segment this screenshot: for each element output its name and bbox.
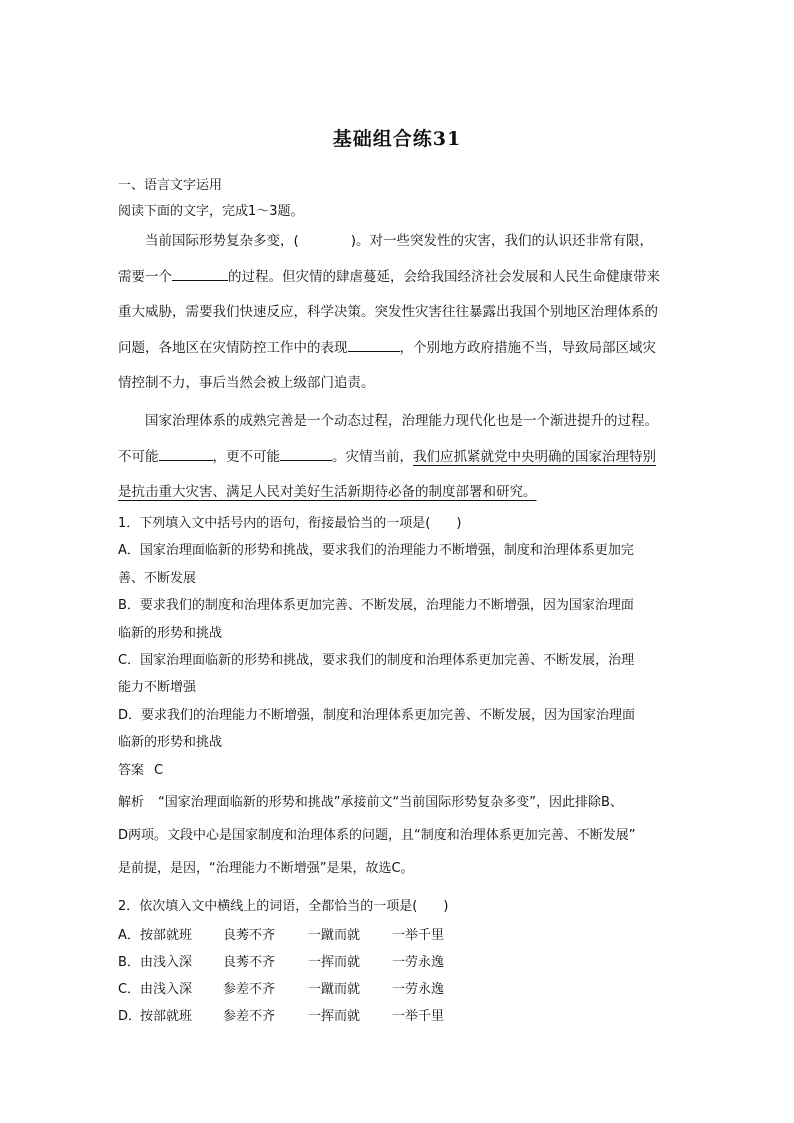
passage-line: 问题，各地区在灾情防控工作中的表现 ，个别地方政府措施不当，导致局部区域灾 bbox=[118, 339, 656, 356]
option-b: B．要求我们的制度和治理体系更加完善、不断发展，治理能力不断增强，因为国家治理面 bbox=[118, 598, 634, 614]
option-c-cont: 能力不断增强 bbox=[118, 680, 197, 696]
passage-line: 重大威胁，需要我们快速反应，科学决策。突发性灾害往往暴露出我国个别地区治理体系的 bbox=[118, 304, 658, 320]
fill-blank bbox=[159, 459, 213, 461]
analysis-line: 解析 “国家治理面临新的形势和挑战”承接前文“当前国际形势复杂多变”，因此排除B、 bbox=[118, 795, 623, 810]
option-d-cont: 临新的形势和挑战 bbox=[118, 735, 223, 751]
answer-label: 答案 bbox=[118, 763, 145, 778]
option-b-cont: 临新的形势和挑战 bbox=[118, 625, 223, 641]
passage-line: 需要一个 的过程。但灾情的肆虐蔓延，会给我国经济社会发展和人民生命健康带来 bbox=[118, 268, 660, 285]
underlined-sentence: 是抗击重大灾害、满足人民对美好生活新期待必备的制度部署和研究。 bbox=[118, 484, 537, 500]
passage-line bbox=[118, 475, 678, 511]
answer-line bbox=[118, 759, 163, 778]
page-title: 基础组合练31 bbox=[332, 128, 462, 150]
fill-blank bbox=[348, 350, 400, 352]
underlined-sentence: 我们应抓紧就党中央明确的国家治理特别 bbox=[413, 448, 656, 465]
question-2-stem: 2．依次填入文中横线上的词语，全都恰当的一项是( ) bbox=[118, 899, 449, 914]
passage-paragraph-2 bbox=[118, 404, 678, 511]
fill-blank bbox=[280, 459, 332, 461]
passage-line: 情控制不力，事后当然会被上级部门追责。 bbox=[118, 375, 375, 391]
analysis-line: 是前提，是因，“治理能力不断增强”是果，故选C。 bbox=[118, 861, 414, 876]
passage-paragraph-1 bbox=[118, 224, 678, 402]
option-d: D．要求我们的治理能力不断增强，制度和治理体系更加完善、不断发展，因为国家治理面 bbox=[118, 707, 636, 723]
option-a: A．国家治理面临新的形势和挑战，要求我们的治理能力不断增强，制度和治理体系更加完 bbox=[118, 543, 634, 559]
analysis-block bbox=[118, 786, 678, 885]
answer-value: C bbox=[154, 763, 164, 778]
analysis-line: D两项。文段中心是国家制度和治理体系的问题，且“制度和治理体系更加完善、不断发展” bbox=[118, 828, 636, 843]
analysis-label: 解析 bbox=[118, 795, 145, 810]
reading-instruction: 阅读下面的文字，完成1～3题。 bbox=[118, 204, 304, 219]
option-a-cont: 善、不断发展 bbox=[118, 570, 197, 586]
question-1 bbox=[118, 510, 678, 757]
option-c: C．国家治理面临新的形势和挑战，要求我们的制度和治理体系更加完善、不断发展，治理 bbox=[118, 653, 635, 669]
section-heading: 一、语言文字运用 bbox=[118, 178, 223, 193]
passage-line: 不可能 ，更不可能 。灾情当前，我们应抓紧就党中央明确的国家治理特别 bbox=[118, 448, 656, 465]
passage-line: 国家治理体系的成熟完善是一个动态过程，治理能力现代化也是一个渐进提升的过程。 bbox=[145, 413, 658, 429]
fill-blank bbox=[172, 279, 228, 281]
document-page: 基础组合练31 一、语言文字运用 阅读下面的文字，完成1～3题。 当前国际形势复杂多变，( )。对一些突发性的灾害，我们的认识还非常有限， 需要一个 的过程。但灾情的肆虐蔓延，会给我国经济社会发展和人民生命健康带来 重大威胁，需要我们快速反应，科学决策。突发性灾害往往暴露出我国个别地区治理体系的 问题，各地区在灾情防控工作中的表现 ，个别地方政府措施不当，导致局部区域灾 情控制不力，事后当然会被上级部门追责。 国家治理体系的成熟完善是一个动态过程，治理能力现代化也是一个渐进提升的过程。 不可能 ，更不可能 。灾情当前，我们应抓紧就党中央明确的国家治理特别 是抗击重大灾害、满足人民对美好生活新期待必备的制度部署和研究。 1．下列填入文中括号内的语句，衔接最恰当的一项是( ) A．国家治理面临新的形势和挑战，要求我们的治理能力不断增强，制度和治理体系更加完 善、不断发展 B．要求我们的制度和治理体系更加完善、不断发展，治理能力不断增强，因为国家治理面 临新的形势和挑战 C．国家治理面临新的形势和挑战，要求我们的制度和治理体系更加完善、不断发展，治理 能力不断增强 D．要求我们的治理能力不断增强，制度和治理体系更加完善、不断发展，因为国家治理面 临新的形势和挑战 答案 C 解析 “国家治理面临新的形势和挑战”承接前文“当前国际形势复杂多变”，因此排除B、 D两项。文段中心是国家制度和治理体系的问题，且“制度和治理体系更加完善、不断发展” 是前提，是因，“治理能力不断增强”是果，故选C。 2．依次填入文中横线上的词语，全都恰当的一项是( ) A． 按部就班 良莠不齐 一蹴而就 一举千里 B． 由浅入深 良莠不齐 一挥而就 一劳永逸 C． 由浅入深 参差不齐 一蹴而就 一劳永逸 D． 按部就班 参差不齐 一挥而就 一举千里 bbox=[0, 0, 794, 1123]
question-stem: 1．下列填入文中括号内的语句，衔接最恰当的一项是( ) bbox=[118, 516, 462, 531]
passage-line: 当前国际形势复杂多变，( )。对一些突发性的灾害，我们的认识还非常有限， bbox=[145, 233, 654, 249]
